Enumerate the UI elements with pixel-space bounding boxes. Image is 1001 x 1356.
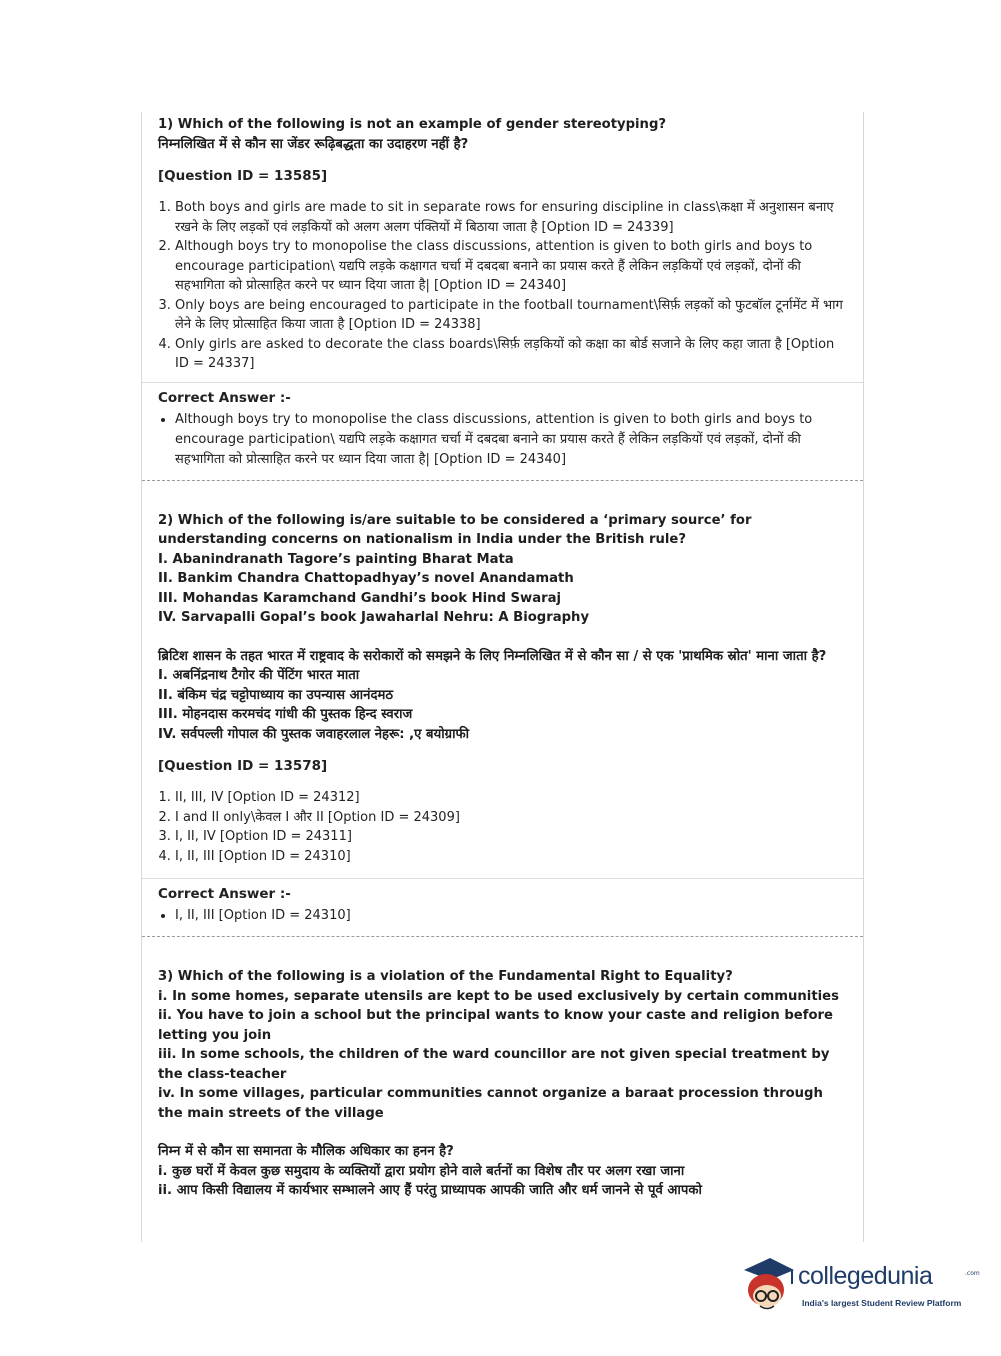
option-item: 1. Both boys and girls are made to sit in separate rows for ensuring discipline in class\कक्षा में अनुशासन बनाए रखने के लिए लड़कों एवं लड़कियों को अलग अलग पंक्तियों में बिठाया जाता है [Option ID = 24339] (175, 198, 847, 237)
statement-line: iv. In some villages, particular communities cannot organize a baraat procession through the main streets of the village (158, 1086, 823, 1121)
statement-line-hi: IV. सर्वपल्ली गोपाल की पुस्तक जवाहरलाल नेहरू: ,ए बयोग्राफी (158, 726, 470, 742)
option-item: 3. I, II, IV [Option ID = 24311] (175, 827, 847, 847)
question-3-title: 3) Which of the following is a violation of the Fundamental Right to Equality? (158, 969, 733, 984)
statement-line-hi: III. मोहनदास करमचंद गांधी की पुस्तक हिन्द स्वराज (158, 707, 413, 722)
correct-answer-heading: Correct Answer :- (158, 886, 291, 902)
logo-tagline: India's largest Student Review Platform (802, 1298, 962, 1308)
answer-2 (142, 886, 863, 926)
option-item: 4. Only girls are asked to decorate the class boards\सिर्फ़ लड़कियों को कक्षा का बोर्ड सजाने के लिए कहा जाता है [Option ID = 24337] (175, 335, 847, 374)
divider (142, 878, 863, 879)
statement-line: iii. In some schools, the children of the ward councillor are not given special treatment by the class-teacher (158, 1047, 830, 1082)
question-2-title-hi: ब्रिटिश शासन के तहत भारत में राष्ट्रवाद के सरोकारों को समझने के लिए निम्नलिखित में से कौन सा / से एक 'प्राथमिक स्रोत' माना जाता है? (158, 648, 827, 664)
correct-answer: • Although boys try to monopolise the class discussions, attention is given to both girls and boys to encourage participation\ यद्यपि लड़के कक्षागत चर्चा में दबदबा बनाने का प्रयास करते हैं लेकिन लड़कियों एवं लड़कों, दोनों की सहभागिता को प्रोत्साहित करने पर ध्यान दिया जाता है| [Option ID = 24340] (175, 410, 847, 470)
logo-domain: .com (965, 1270, 980, 1277)
correct-answer-heading: Correct Answer :- (158, 389, 291, 406)
divider (142, 382, 863, 383)
question-1 (142, 112, 863, 374)
option-item: 1. II, III, IV [Option ID = 24312] (175, 788, 847, 808)
option-item: 4. I, II, III [Option ID = 24310] (175, 847, 847, 867)
statement-line: IV. Sarvapalli Gopal’s book Jawaharlal Nehru: A Biography (158, 610, 590, 625)
question-1-options (158, 198, 847, 374)
document-page (141, 112, 864, 1242)
collegedunia-logo (740, 1250, 980, 1320)
correct-answer-list (158, 410, 847, 470)
question-2-id: [Question ID = 13578] (158, 758, 328, 774)
statement-line-hi: ii. आप किसी विद्यालय में कार्यभार सम्भालने आए हैं परंतु प्राध्यापक आपकी जाति और धर्म जानने से पूर्व आपको (158, 1183, 702, 1198)
logo-wordmark: collegedunia (798, 1262, 933, 1290)
question-2-title: 2) Which of the following is/are suitable to be considered a ‘primary source’ for understanding concerns on nationalism in India under the British rule? (158, 512, 752, 547)
question-3-title-hi: निम्न में से कौन सा समानता के मौलिक अधिकार का हनन है? (158, 1144, 454, 1159)
question-2-options (158, 788, 847, 866)
question-1-id: [Question ID = 13585] (158, 168, 328, 184)
answer-1 (142, 390, 863, 470)
statement-line-hi: i. कुछ घरों में केवल कुछ समुदाय के व्यक्तियों द्वारा प्रयोग होने वाले बर्तनों का विशेष तौर पर अलग रखा जाना (158, 1163, 685, 1179)
question-1-title: 1) Which of the following is not an example of gender stereotyping? (158, 117, 667, 132)
option-item: 2. I and II only\केवल I और II [Option ID = 24309] (175, 808, 847, 828)
correct-answer: • I, II, III [Option ID = 24310] (175, 906, 847, 926)
option-item: 2. Although boys try to monopolise the class discussions, attention is given to both girls and boys to encourage participation\ यद्यपि लड़के कक्षागत चर्चा में दबदबा बनाने का प्रयास करते हैं लेकिन लड़कियों एवं लड़कों, दोनों की सहभागिता को प्रोत्साहित करने पर ध्यान दिया जाता है| [Option ID = 24340] (175, 237, 847, 296)
question-1-title-hi: निम्नलिखित में से कौन सा जेंडर रूढ़िबद्धता का उदाहरण नहीं है? (158, 136, 469, 152)
statement-line: I. Abanindranath Tagore’s painting Bharat Mata (158, 551, 514, 567)
statement-line: i. In some homes, separate utensils are kept to be used exclusively by certain communities (158, 988, 839, 1004)
statement-line-hi: I. अबनिंद्रनाथ टैगोर की पेंटिंग भारत माता (158, 668, 360, 683)
statement-line: ii. You have to join a school but the principal wants to know your caste and religion before letting you join (158, 1008, 833, 1043)
option-item: 3. Only boys are being encouraged to participate in the football tournament\सिर्फ़ लड़कों को फुटबॉल टूर्नामेंट में भाग लेने के लिए प्रोत्साहित किया जाता है [Option ID = 24338] (175, 296, 847, 335)
correct-answer-list (158, 906, 847, 926)
question-3 (142, 937, 863, 1201)
question-2 (142, 481, 863, 867)
mascot-icon (740, 1252, 796, 1314)
statement-line-hi: II. बंकिम चंद्र चट्टोपाध्याय का उपन्यास आनंदमठ (158, 687, 393, 703)
statement-line: II. Bankim Chandra Chattopadhyay’s novel Anandamath (158, 571, 574, 586)
statement-line: III. Mohandas Karamchand Gandhi’s book Hind Swaraj (158, 590, 562, 606)
